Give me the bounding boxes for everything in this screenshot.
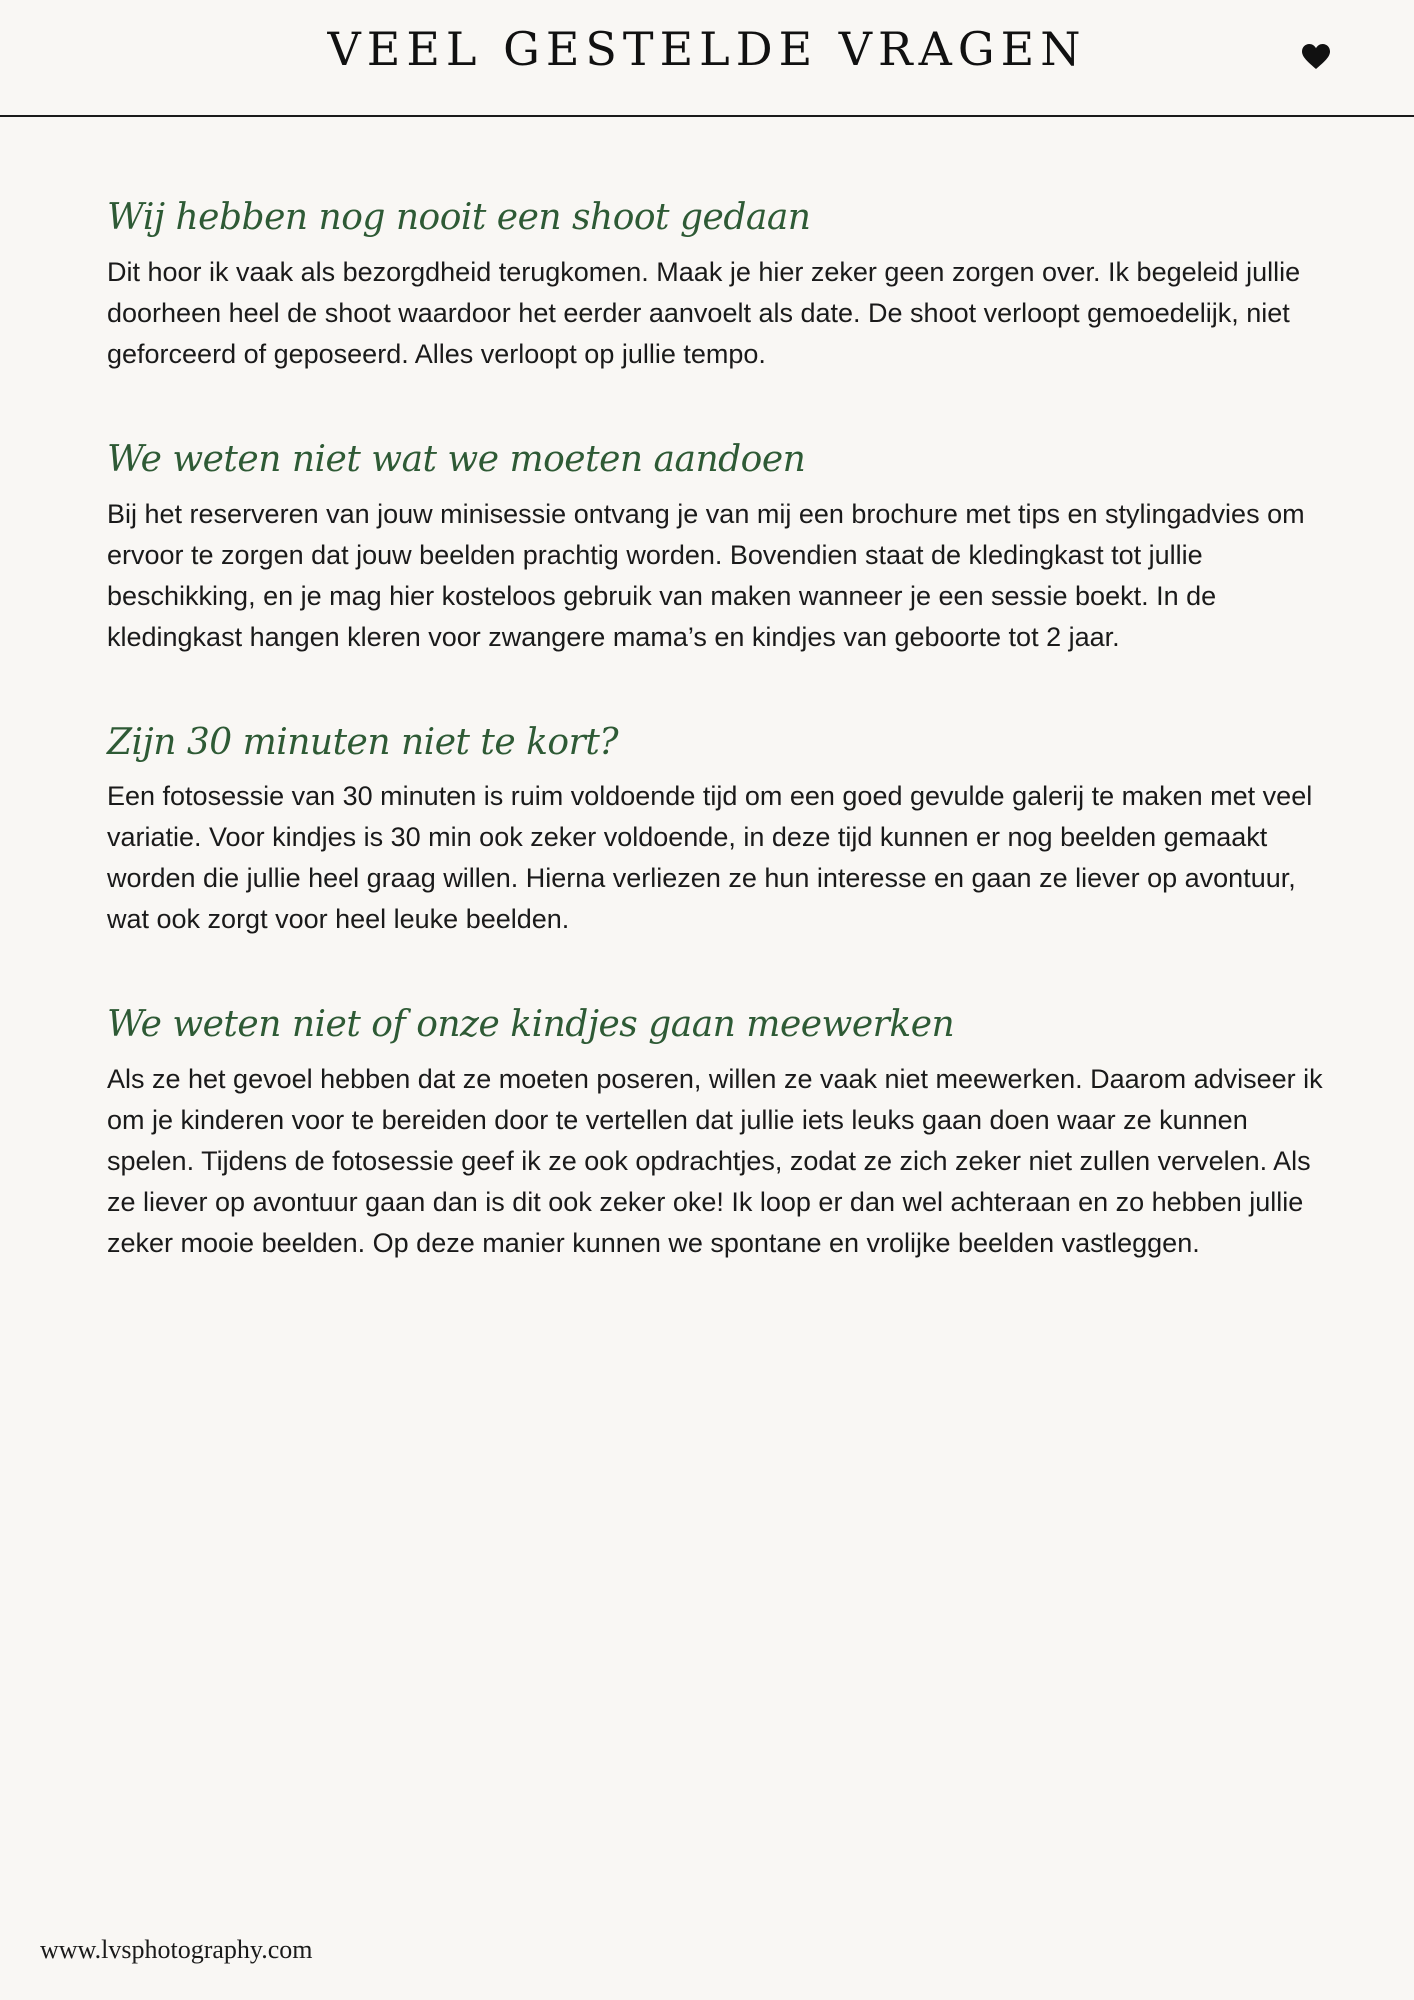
faq-answer: Bij het reserveren van jouw minisessie ontvang je van mij een brochure met tips en stylingadvies om ervoor te zorgen dat jouw beelden prachtig worden. Bovendien staat de kledingkast tot jullie beschikking, en je mag hier kosteloos gebruik van maken wanneer je een sessie boekt. In de kledingkast hangen kleren voor zwangere mama’s en kindjes van geboorte tot 2 jaar. (107, 498, 1305, 652)
faq-item (107, 437, 1327, 658)
faq-list (107, 195, 1327, 1326)
faq-question: We weten niet wat we moeten aandoen (107, 438, 806, 480)
faq-item (107, 195, 1327, 375)
faq-item (107, 720, 1327, 941)
faq-question: Wij hebben nog nooit een shoot gedaan (107, 197, 811, 238)
page-title: VEEL GESTELDE VRAGEN (327, 22, 1087, 76)
faq-answer: Als ze het gevoel hebben dat ze moeten poseren, willen ze vaak niet meewerken. Daarom adviseer ik om je kinderen voor te bereiden door te vertellen dat jullie iets leuks gaan doen waar ze kunnen spelen. Tijdens de fotosessie geef ik ze ook opdrachtjes, zodat ze zich zeker niet zullen vervelen. Als ze liever op avontuur gaan dan is dit ook zeker oke! Ik loop er dan wel achteraan en zo hebben jullie zeker mooie beelden. Op deze manier kunnen we spontane en vrolijke beelden vastleggen. (107, 1064, 1323, 1259)
faq-answer: Een fotosessie van 30 minuten is ruim voldoende tijd om een goed gevulde galerij te maken met veel variatie. Voor kindjes is 30 min ook zeker voldoende, in deze tijd kunnen er nog beelden gemaakt worden die jullie heel graag willen. Hierna verliezen ze hun interesse en gaan ze liever op avontuur, wat ook zorgt voor heel leuke beelden. (107, 781, 1313, 935)
faq-question: Zijn 30 minuten niet te kort? (107, 721, 619, 763)
page-header (0, 0, 1414, 117)
heart-icon (1302, 44, 1330, 70)
faq-item (107, 1002, 1327, 1264)
website-link[interactable]: www.lvsphotography.com (40, 1935, 313, 1964)
faq-question: We weten niet of onze kindjes gaan meewerken (107, 1004, 955, 1046)
faq-answer: Dit hoor ik vaak als bezorgdheid terugkomen. Maak je hier zeker geen zorgen over. Ik begeleid jullie doorheen heel de shoot waardoor het eerder aanvoelt als date. De shoot verloopt gemoedelijk, niet geforceerd of geposeerd. Alles verloopt op jullie tempo. (107, 256, 1301, 369)
